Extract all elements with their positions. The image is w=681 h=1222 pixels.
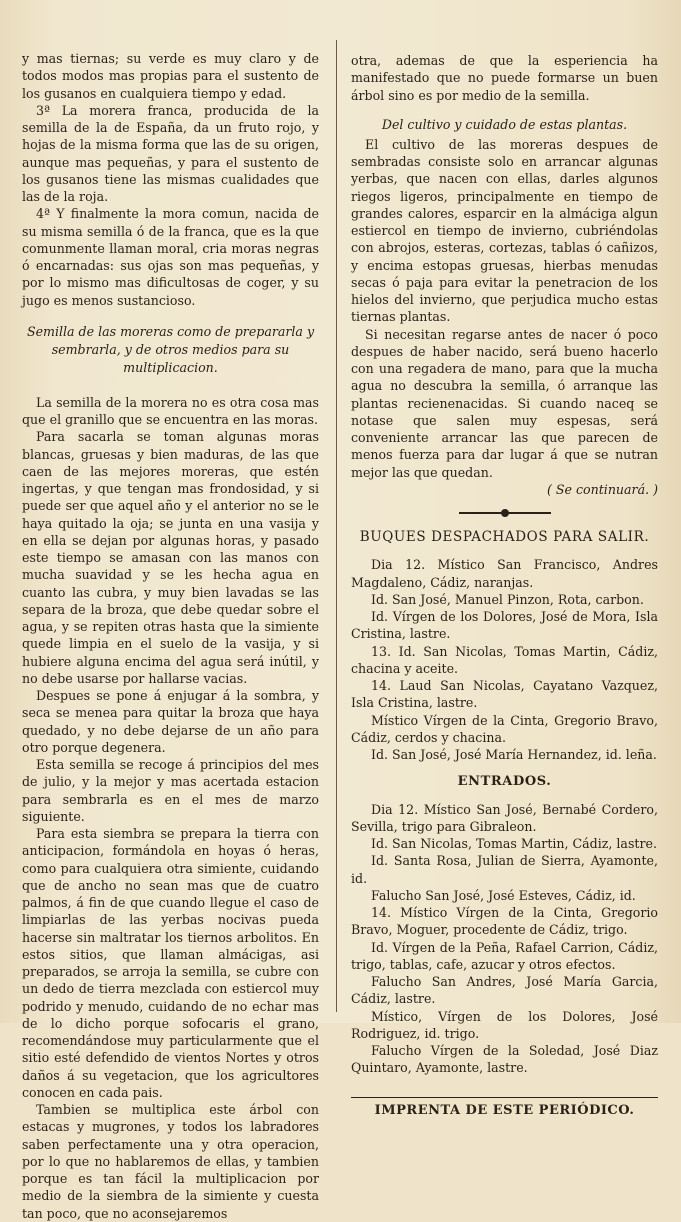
body-paragraph: Esta semilla se recoge á principios del mes de julio, y la mejor y mas acertada estacion para sembrarla es en el mes de marzo siguiente. <box>22 757 319 824</box>
imprint: IMPRENTA DE ESTE PERIÓDICO. <box>351 1097 658 1119</box>
opening-text: otra, ademas de que la esperiencia ha manifestado que no puede formarse un buen árbol sino es por medio de la semilla. <box>351 53 658 103</box>
ship-entry: Id. San José, Manuel Pinzon, Rota, carbon. <box>371 591 644 607</box>
ship-entry: Id. Vírgen de los Dolores, José de Mora, Isla Cristina, lastre. <box>351 609 658 642</box>
ship-entry: 14. Laud San Nicolas, Cayatano Vazquez, Isla Cristina, lastre. <box>351 678 658 711</box>
body-paragraph: El cultivo de las moreras despues de sembradas consiste solo en arrancar algunas yerbas, que nacen con ellas, darles algunos riegos ligeros, principalmente en tiempo de grandes calores, esparcir en la almáciga algun estiercol en tiempo de invierno, cubriéndolas con abrojos, esteras, cortezas, tablas ó cañizos, y encima estopas gruesas, hierbas menudas secas ó paja para evitar la penetracion de los hielos del invierno, que perjudica mucho estas tiernas plantas. <box>351 136 658 325</box>
ship-entry: Id. San José, José María Hernandez, id. leña. <box>371 747 657 762</box>
ship-entry: Falucho Vírgen de la Soledad, José Diaz Quintaro, Ayamonte, lastre. <box>351 1043 658 1076</box>
section-heading: Semilla de las moreras como de prepararla y sembrarla, y de otros medios para su multiplicacion. <box>26 323 315 375</box>
section-heading: Del cultivo y cuidado de estas plantas. <box>381 116 628 132</box>
column-rule <box>336 40 337 1012</box>
ship-entry: Falucho San José, José Esteves, Cádiz, id. <box>371 887 636 903</box>
ship-entry: 14. Místico Vírgen de la Cinta, Gregorio Bravo, Moguer, procedente de Cádiz, trigo. <box>351 905 658 938</box>
continued-note: ( Se continuará. ) <box>546 481 658 497</box>
body-paragraph: Para sacarla se toman algunas moras blancas, gruesas y bien maduras, de las que caen de las mejores moreras, que estén ingertas, y que tengan mas frondosidad, y si puede ser que aquel año y el anterior no se le haya quitado la oja; se junta en una vasija y en ella se dejan por algunas horas, y pasado este tiempo se amasan con las manos con mucha suavidad y se les hecha agua en cuanto las cubra, y muy bien lavadas se las separa de la broza, que debe quedar sobre el agua, y se repiten otras hasta que la simiente quede limpia en el suelo de la vasija, y si hubiere alguna encima del agua será inútil, y no debe usarse por hallarse vacias. <box>22 429 319 686</box>
body-paragraph: La semilla de la morera no es otra cosa mas que el granillo que se encuentra en las moras. <box>22 394 319 427</box>
ship-entry: Dia 12. Místico San Francisco, Andres Magdaleno, Cádiz, naranjas. <box>351 557 658 590</box>
variety-paragraph: 4ª Y finalmente la mora comun, nacida de su misma semilla ó de la franca, que es la que comunmente llaman moral, cria moras negras ó encarnadas: sus ojas son mas pequeñas, y por lo mismo mas dificultosas de coger, y su jugo es menos sustancioso. <box>22 206 319 308</box>
ship-entry: Falucho San Andres, José María Garcia, Cádiz, lastre. <box>351 974 658 1007</box>
ship-entry: Místico Vírgen de la Cinta, Gregorio Bravo, Cádiz, cerdos y chacina. <box>351 712 658 745</box>
ship-entry: Id. Santa Rosa, Julian de Sierra, Ayamonte, id. <box>351 853 658 886</box>
ship-entry: 13. Id. San Nicolas, Tomas Martin, Cádiz, chacina y aceite. <box>351 643 658 676</box>
left-column <box>22 50 319 1222</box>
ship-entry: Dia 12. Místico San José, Bernabé Cordero, Sevilla, trigo para Gibraleon. <box>351 801 658 834</box>
entrados-title: ENTRADOS. <box>457 774 552 790</box>
ship-entry: Id. Vírgen de la Peña, Rafael Carrion, Cádiz, trigo, tablas, cafe, azucar y otros efectos. <box>351 939 658 972</box>
despachados-title: BUQUES DESPACHADOS PARA SALIR. <box>359 529 650 545</box>
ship-entry: Id. San Nicolas, Tomas Martin, Cádiz, lastre. <box>371 836 657 851</box>
body-paragraph: Si necesitan regarse antes de nacer ó poco despues de haber nacido, será bueno hacerlo con una regadera de mano, para que la mucha agua no descubra la semilla, ó arranque las plantas recienenacidas. Si cuando naceq se notase que salen muy espesas, será conveniente arrancar las que parecen de menos fuerza para dar lugar á que se nutran mejor las que quedan. <box>351 326 658 480</box>
ornament-divider <box>459 509 551 517</box>
body-paragraph: Tambien se multiplica este árbol con estacas y mugrones, y todos los labradores saben perfectamente una y otra operacion, por lo que no hablaremos de ellas, y tambien porque es tan fácil la multiplicacion por medio de la siembra de la simiente y cuesta tan poco, que no aconsejaremos <box>22 1102 319 1221</box>
body-paragraph: Para esta siembra se prepara la tierra con anticipacion, formándola en hoyas ó heras, como para cualquiera otra simiente, cuidando que de ancho no sean mas que de cuatro palmos, á fin de que cuando llegue el caso de limpiarlas de las yerbas nocivas pueda hacerse sin maltratar los tiernos arbolitos. En estos sitios, que llaman almácigas, asi preparados, se arroja la semilla, se cubre con un dedo de tierra mezclada con estiercol muy podrido y menudo, cuidando de no echar mas de lo dicho porque sofocaris el grano, recomendándose muy particularmente que el sitio esté defendido de vientos Nortes y otros daños á su vegetacion, que los agricultores conocen en cada pais. <box>22 826 319 1100</box>
opening-text: y mas tiernas; su verde es muy claro y de todos modos mas propias para el sustento de los gusanos en cualquiera tiempo y edad. <box>22 51 319 101</box>
ship-entry: Místico, Vírgen de los Dolores, José Rodriguez, id. trigo. <box>351 1008 658 1041</box>
variety-paragraph: 3ª La morera franca, producida de la semilla de la de España, da un fruto rojo, y hojas de la misma forma que las de su origen, aunque mas pequeñas, y para el sustento de los gusanos tiene las mismas cualidades que las de la roja. <box>22 102 319 204</box>
body-paragraph: Despues se pone á enjugar á la sombra, y seca se menea para quitar la broza que haya quedado, y no debe dejarse de un año para otro porque degenera. <box>22 688 319 755</box>
right-column <box>351 52 658 1119</box>
